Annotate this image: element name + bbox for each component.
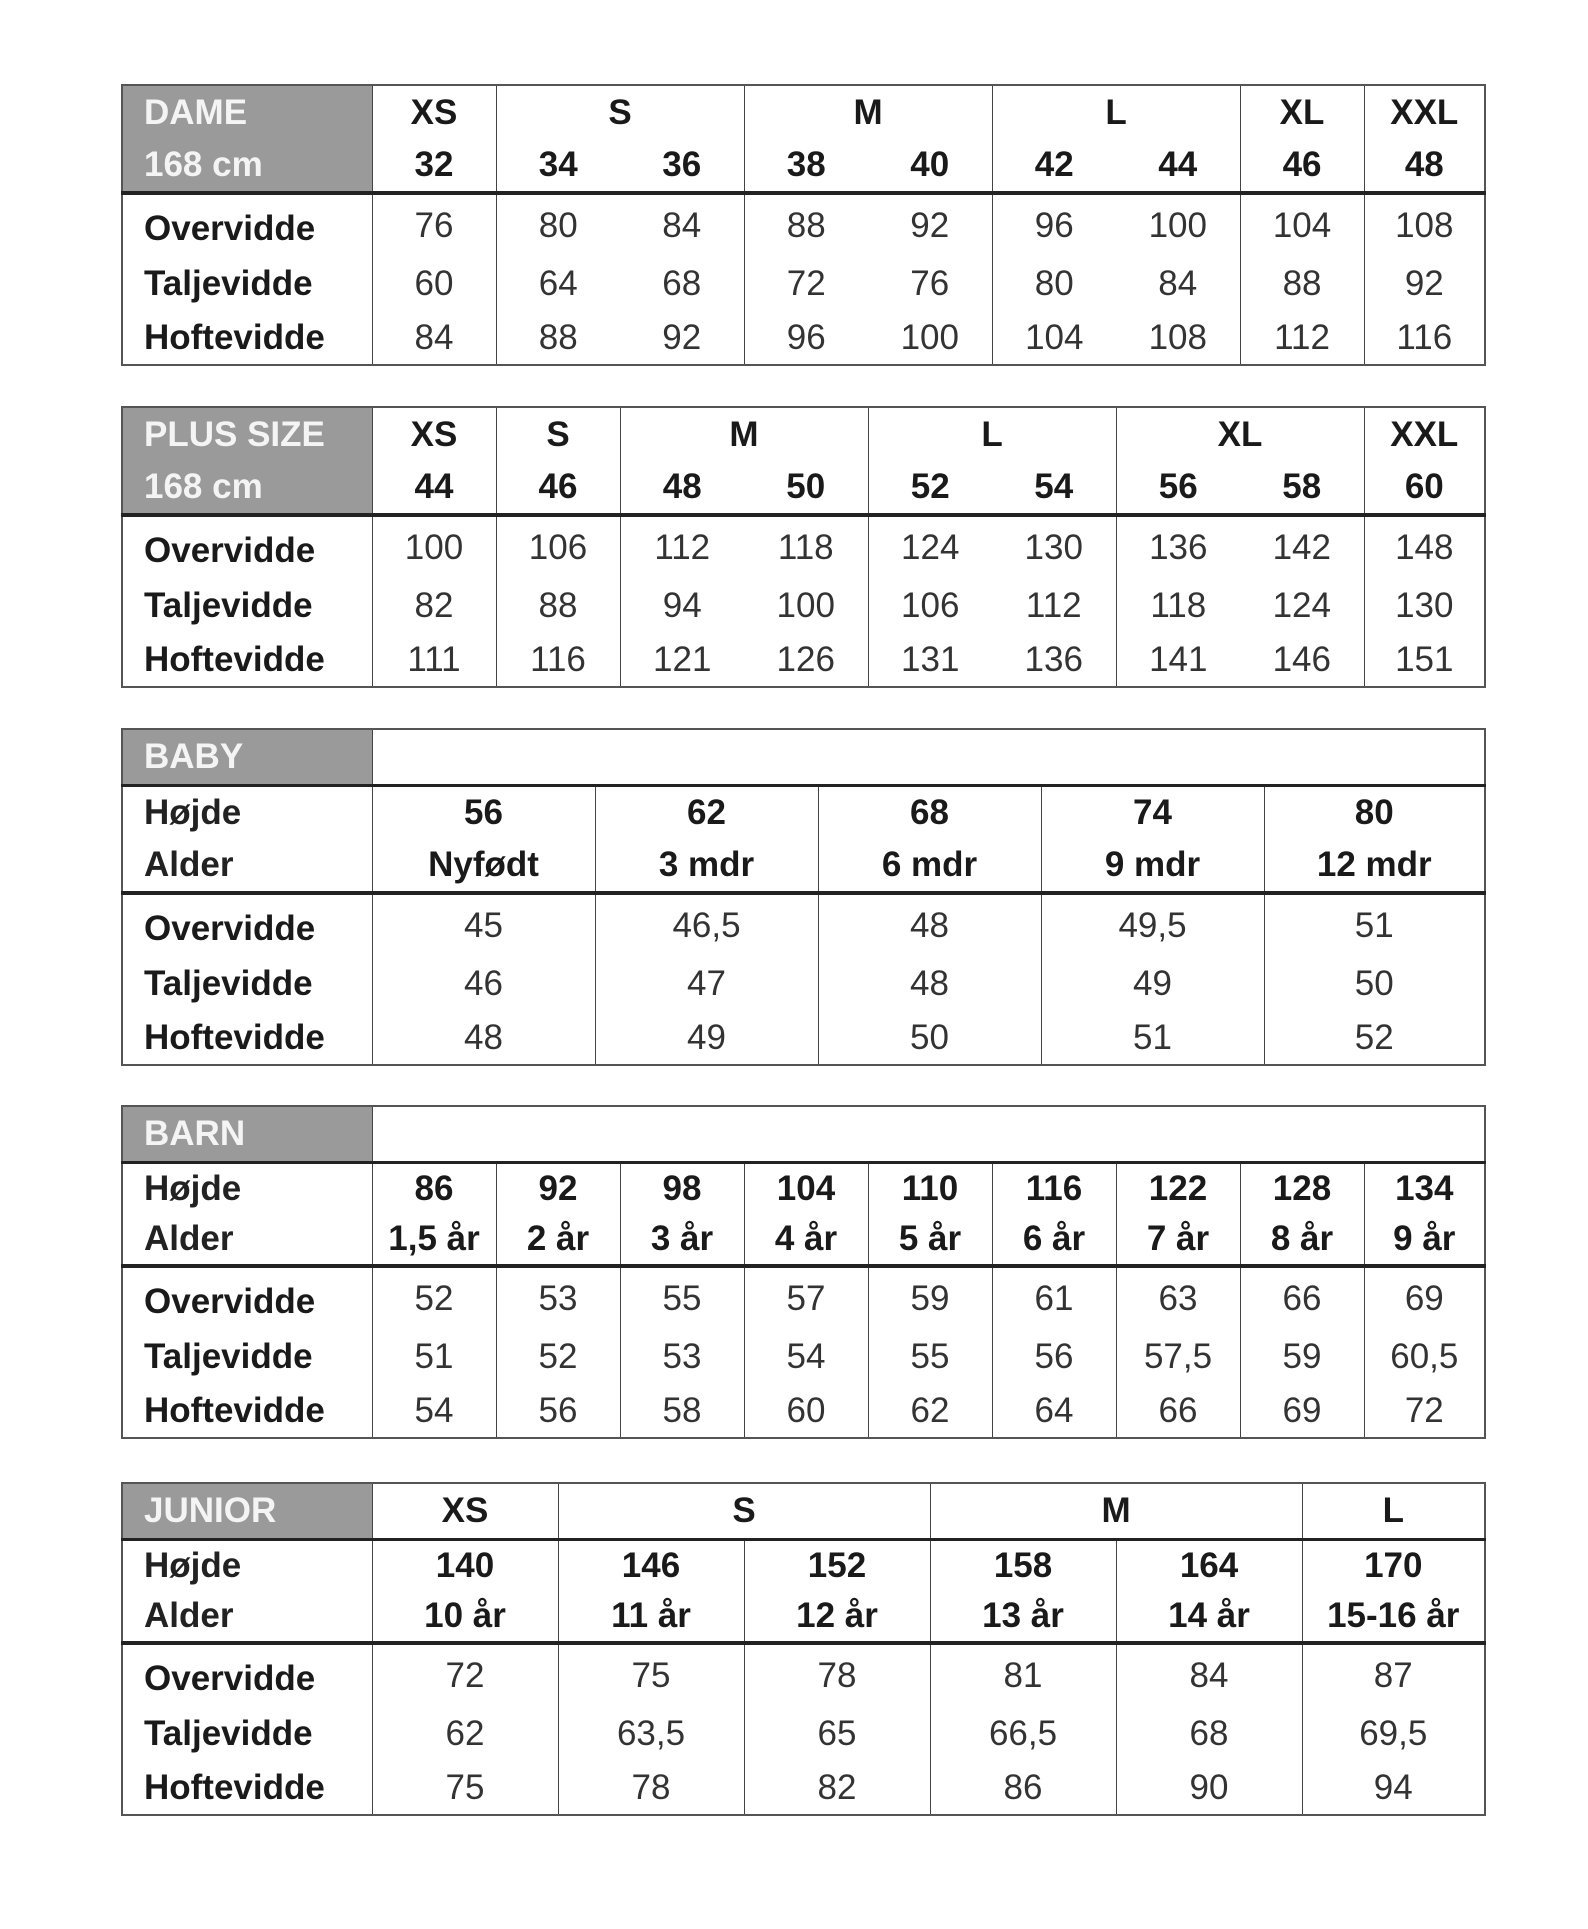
table-cell: 76 <box>910 264 950 303</box>
age-value: 7 år <box>1116 1214 1240 1266</box>
age-value: 1,5 år <box>372 1214 496 1266</box>
table-cell: 92 <box>1364 257 1485 311</box>
blank-header <box>372 1106 1485 1162</box>
size-header: S <box>558 1483 930 1539</box>
table-cell: 57 <box>744 1266 868 1330</box>
size-header: L <box>1302 1483 1485 1539</box>
row-label: Hoftevidde <box>122 633 372 687</box>
table-cell: 92 <box>910 206 950 245</box>
table-cell: 47 <box>595 957 818 1011</box>
age-value: Nyfødt <box>372 839 595 893</box>
table-cell: 118 <box>1116 579 1240 633</box>
height-value: 122 <box>1116 1162 1240 1214</box>
row-label: Overvidde <box>122 1266 372 1330</box>
row-label: Overvidde <box>122 1643 372 1707</box>
table-cell: 88 <box>744 193 868 257</box>
table-cell: 87 <box>1302 1643 1485 1707</box>
size-header: XXL <box>1364 85 1485 139</box>
table-cell: 52 <box>1264 1011 1485 1065</box>
table-cell: 51 <box>372 1330 496 1384</box>
row-label: Taljevidde <box>122 1707 372 1761</box>
table-cell: 59 <box>868 1266 992 1330</box>
table-cell: 78 <box>744 1643 930 1707</box>
table-cell: 121 <box>620 633 744 687</box>
size-header: XS <box>372 1483 558 1539</box>
table-cell: 72 <box>1364 1384 1485 1438</box>
height-value: 164 <box>1116 1539 1302 1591</box>
height-value: 68 <box>818 785 1041 839</box>
age-value: 12 år <box>744 1591 930 1643</box>
table-cell: 116 <box>1364 311 1485 365</box>
size-number: 50 <box>744 461 868 515</box>
table-cell: 53 <box>496 1266 620 1330</box>
size-header: M <box>620 407 868 461</box>
table-cell: 146 <box>1272 639 1331 679</box>
age-label: Alder <box>122 1214 372 1266</box>
age-value: 4 år <box>744 1214 868 1266</box>
age-value: 3 år <box>620 1214 744 1266</box>
dame-title: DAME <box>122 85 372 139</box>
table-cell: 130 <box>1364 579 1485 633</box>
table-cell: 111 <box>372 633 496 687</box>
height-value: 62 <box>595 785 818 839</box>
row-label: Hoftevidde <box>122 1384 372 1438</box>
table-cell: 63,5 <box>558 1707 744 1761</box>
size-header: S <box>496 85 744 139</box>
height-value: 80 <box>1264 785 1485 839</box>
junior-title: JUNIOR <box>122 1483 372 1539</box>
table-cell: 60,5 <box>1364 1330 1485 1384</box>
baby-size-table <box>121 728 1486 1066</box>
table-cell: 63 <box>1116 1266 1240 1330</box>
height-label: Højde <box>122 785 372 839</box>
size-header: XXL <box>1364 407 1485 461</box>
row-label: Hoftevidde <box>122 311 372 365</box>
table-cell: 51 <box>1264 893 1485 957</box>
row-label: Overvidde <box>122 893 372 957</box>
junior-size-table <box>121 1482 1486 1816</box>
table-cell: 124 <box>1272 586 1331 625</box>
table-cell: 45 <box>372 893 595 957</box>
table-cell: 60 <box>744 1384 868 1438</box>
table-cell: 68 <box>662 264 702 303</box>
size-number: 52 <box>868 461 992 515</box>
age-value: 2 år <box>496 1214 620 1266</box>
row-label: Taljevidde <box>122 579 372 633</box>
table-cell: 59 <box>1240 1330 1364 1384</box>
plus-size-table <box>121 406 1486 688</box>
table-cell: 112 <box>1025 586 1082 625</box>
size-header: XL <box>1116 407 1364 461</box>
dame-size-table <box>121 84 1486 366</box>
row-label: Overvidde <box>122 515 372 579</box>
table-cell: 104 <box>1240 193 1364 257</box>
plus-height: 168 cm <box>122 461 372 515</box>
table-cell: 69 <box>1240 1384 1364 1438</box>
size-header: XS <box>372 85 496 139</box>
size-number: 38 <box>744 139 868 193</box>
size-number: 54 <box>992 461 1116 515</box>
table-cell: 124 <box>868 515 992 579</box>
age-value: 15-16 år <box>1302 1591 1485 1643</box>
table-cell: 46,5 <box>595 893 818 957</box>
table-cell: 126 <box>776 639 835 679</box>
table-cell: 49,5 <box>1041 893 1264 957</box>
row-label: Taljevidde <box>122 957 372 1011</box>
size-header: L <box>992 85 1240 139</box>
blank-header <box>372 729 1485 785</box>
size-number: 34 <box>496 139 620 193</box>
table-cell: 112 <box>1240 311 1364 365</box>
age-value: 6 mdr <box>818 839 1041 893</box>
size-header: M <box>744 85 992 139</box>
age-value: 14 år <box>1116 1591 1302 1643</box>
table-cell: 55 <box>620 1266 744 1330</box>
table-cell: 48 <box>818 893 1041 957</box>
table-cell: 69,5 <box>1302 1707 1485 1761</box>
table-cell: 49 <box>595 1011 818 1065</box>
age-value: 11 år <box>558 1591 744 1643</box>
table-cell: 52 <box>372 1266 496 1330</box>
size-header: S <box>496 407 620 461</box>
size-number: 42 <box>992 139 1116 193</box>
table-cell: 78 <box>558 1761 744 1815</box>
table-cell: 142 <box>1272 528 1331 567</box>
table-cell: 82 <box>744 1761 930 1815</box>
table-cell: 130 <box>1024 528 1083 567</box>
baby-title: BABY <box>122 729 372 785</box>
table-cell: 62 <box>868 1384 992 1438</box>
table-cell: 148 <box>1364 515 1485 579</box>
plus-title: PLUS SIZE <box>122 407 372 461</box>
age-value: 5 år <box>868 1214 992 1266</box>
table-cell: 84 <box>662 206 702 245</box>
table-cell: 88 <box>1240 257 1364 311</box>
size-number: 46 <box>1240 139 1364 193</box>
table-cell: 62 <box>372 1707 558 1761</box>
table-cell: 58 <box>620 1384 744 1438</box>
table-cell: 66,5 <box>930 1707 1116 1761</box>
table-cell: 116 <box>496 633 620 687</box>
table-cell: 75 <box>372 1761 558 1815</box>
table-cell: 94 <box>1302 1761 1485 1815</box>
table-cell: 151 <box>1364 633 1485 687</box>
age-label: Alder <box>122 1591 372 1643</box>
height-value: 158 <box>930 1539 1116 1591</box>
age-value: 3 mdr <box>595 839 818 893</box>
table-cell: 50 <box>818 1011 1041 1065</box>
row-label: Taljevidde <box>122 257 372 311</box>
table-cell: 106 <box>868 579 992 633</box>
table-cell: 56 <box>496 1384 620 1438</box>
table-cell: 57,5 <box>1116 1330 1240 1384</box>
table-cell: 104 <box>992 311 1116 365</box>
table-cell: 64 <box>992 1384 1116 1438</box>
barn-size-table <box>121 1105 1486 1439</box>
table-cell: 118 <box>777 528 834 567</box>
height-value: 170 <box>1302 1539 1485 1591</box>
age-value: 6 år <box>992 1214 1116 1266</box>
table-cell: 52 <box>496 1330 620 1384</box>
table-cell: 82 <box>372 579 496 633</box>
row-label: Hoftevidde <box>122 1011 372 1065</box>
table-cell: 48 <box>818 957 1041 1011</box>
table-cell: 141 <box>1116 633 1240 687</box>
height-value: 104 <box>744 1162 868 1214</box>
table-cell: 100 <box>1148 206 1207 245</box>
table-cell: 96 <box>744 311 868 365</box>
table-cell: 106 <box>496 515 620 579</box>
table-cell: 54 <box>744 1330 868 1384</box>
size-number: 60 <box>1364 461 1485 515</box>
table-cell: 81 <box>930 1643 1116 1707</box>
size-number: 44 <box>372 461 496 515</box>
age-value: 13 år <box>930 1591 1116 1643</box>
row-label: Hoftevidde <box>122 1761 372 1815</box>
table-cell: 80 <box>496 193 620 257</box>
size-number: 32 <box>372 139 496 193</box>
table-cell: 66 <box>1240 1266 1364 1330</box>
table-cell: 131 <box>868 633 992 687</box>
table-cell: 80 <box>992 257 1116 311</box>
size-number: 58 <box>1240 461 1364 515</box>
size-number: 44 <box>1116 139 1240 193</box>
height-value: 134 <box>1364 1162 1485 1214</box>
age-value: 10 år <box>372 1591 558 1643</box>
table-cell: 112 <box>620 515 744 579</box>
table-cell: 90 <box>1116 1761 1302 1815</box>
table-cell: 84 <box>372 311 496 365</box>
size-header: L <box>868 407 1116 461</box>
table-cell: 54 <box>372 1384 496 1438</box>
table-cell: 108 <box>1148 317 1207 357</box>
table-cell: 84 <box>1116 1643 1302 1707</box>
size-number: 46 <box>496 461 620 515</box>
height-label: Højde <box>122 1162 372 1214</box>
age-value: 9 år <box>1364 1214 1485 1266</box>
table-cell: 100 <box>900 317 959 357</box>
table-cell: 108 <box>1364 193 1485 257</box>
table-cell: 75 <box>558 1643 744 1707</box>
table-cell: 72 <box>372 1643 558 1707</box>
table-cell: 51 <box>1041 1011 1264 1065</box>
height-value: 56 <box>372 785 595 839</box>
table-cell: 61 <box>992 1266 1116 1330</box>
row-label: Overvidde <box>122 193 372 257</box>
table-cell: 86 <box>930 1761 1116 1815</box>
height-value: 98 <box>620 1162 744 1214</box>
table-cell: 88 <box>496 579 620 633</box>
table-cell: 50 <box>1264 957 1485 1011</box>
height-value: 146 <box>558 1539 744 1591</box>
size-number: 56 <box>1116 461 1240 515</box>
height-value: 128 <box>1240 1162 1364 1214</box>
table-cell: 136 <box>1024 639 1083 679</box>
age-label: Alder <box>122 839 372 893</box>
height-label: Højde <box>122 1539 372 1591</box>
height-value: 92 <box>496 1162 620 1214</box>
size-header: M <box>930 1483 1302 1539</box>
table-cell: 136 <box>1116 515 1240 579</box>
table-cell: 69 <box>1364 1266 1485 1330</box>
table-cell: 72 <box>744 257 868 311</box>
table-cell: 53 <box>620 1330 744 1384</box>
table-cell: 76 <box>372 193 496 257</box>
height-value: 140 <box>372 1539 558 1591</box>
size-number: 36 <box>620 139 744 193</box>
size-number: 40 <box>868 139 992 193</box>
barn-title: BARN <box>122 1106 372 1162</box>
table-cell: 96 <box>992 193 1116 257</box>
table-cell: 88 <box>496 311 620 365</box>
age-value: 12 mdr <box>1264 839 1485 893</box>
height-value: 86 <box>372 1162 496 1214</box>
height-value: 74 <box>1041 785 1264 839</box>
height-value: 152 <box>744 1539 930 1591</box>
size-number: 48 <box>620 461 744 515</box>
dame-height: 168 cm <box>122 139 372 193</box>
table-cell: 64 <box>496 257 620 311</box>
table-cell: 92 <box>662 317 702 357</box>
table-cell: 84 <box>1158 264 1198 303</box>
table-cell: 46 <box>372 957 595 1011</box>
table-cell: 56 <box>992 1330 1116 1384</box>
table-cell: 65 <box>744 1707 930 1761</box>
table-cell: 66 <box>1116 1384 1240 1438</box>
height-value: 110 <box>868 1162 992 1214</box>
table-cell: 55 <box>868 1330 992 1384</box>
table-cell: 94 <box>620 579 744 633</box>
age-value: 9 mdr <box>1041 839 1264 893</box>
table-cell: 100 <box>776 586 835 625</box>
size-number: 48 <box>1364 139 1485 193</box>
table-cell: 60 <box>372 257 496 311</box>
table-cell: 68 <box>1116 1707 1302 1761</box>
height-value: 116 <box>992 1162 1116 1214</box>
table-cell: 48 <box>372 1011 595 1065</box>
size-header: XS <box>372 407 496 461</box>
size-header: XL <box>1240 85 1364 139</box>
table-cell: 49 <box>1041 957 1264 1011</box>
age-value: 8 år <box>1240 1214 1364 1266</box>
table-cell: 100 <box>372 515 496 579</box>
row-label: Taljevidde <box>122 1330 372 1384</box>
